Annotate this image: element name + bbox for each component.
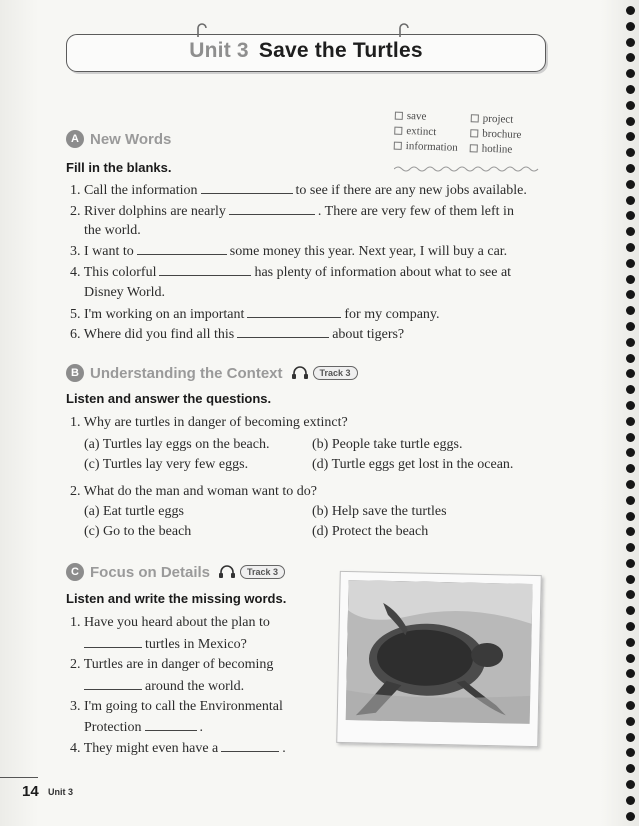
spiral-ring [626, 496, 635, 505]
spiral-ring [626, 669, 635, 678]
spiral-ring [626, 369, 635, 378]
exercise-line: turtles in Mexico? [84, 635, 247, 654]
spiral-ring [626, 590, 635, 599]
spiral-ring [626, 259, 635, 268]
exercise-line: the world. [84, 223, 141, 238]
exercise-line: 5. I'm working on an important for my company. [70, 307, 440, 322]
spiral-ring [626, 464, 635, 473]
spiral-ring [626, 69, 635, 78]
spiral-ring [626, 22, 635, 31]
instruction: Fill in the blanks. [66, 160, 172, 175]
page-number: 14 [22, 783, 39, 800]
instruction: Listen and answer the questions. [66, 391, 272, 406]
unit-label: Unit 3 [189, 39, 249, 62]
spiral-ring [626, 448, 635, 457]
spiral-ring [626, 685, 635, 694]
spiral-ring [626, 433, 635, 442]
spiral-ring [626, 164, 635, 173]
spiral-ring [626, 575, 635, 584]
spiral-ring [626, 417, 635, 426]
spiral-ring [626, 654, 635, 663]
exercise-line: Disney World. [84, 285, 166, 300]
section-badge: A [66, 130, 84, 148]
question: 1. Why are turtles in danger of becoming extinct? [70, 415, 348, 430]
spiral-ring [626, 38, 635, 47]
section-badge: B [66, 364, 84, 382]
spiral-ring [626, 764, 635, 773]
spiral-ring [626, 338, 635, 347]
spiral-ring [626, 559, 635, 568]
footer-rule [0, 777, 38, 778]
word-checkbox[interactable]: extinct [394, 125, 436, 138]
spiral-ring [626, 132, 635, 141]
answer-blank[interactable] [159, 263, 251, 276]
spiral-ring [626, 748, 635, 757]
word-checkbox[interactable]: project [471, 112, 514, 125]
section-heading-a [66, 130, 171, 148]
wavy-divider [394, 164, 539, 174]
spiral-ring [626, 243, 635, 252]
spiral-ring [626, 322, 635, 331]
question: 2. What do the man and woman want to do? [70, 484, 318, 499]
spiral-ring [626, 638, 635, 647]
exercise-line: 4. This colorful has plenty of information about what to see at [70, 265, 512, 280]
answer-blank[interactable] [84, 635, 142, 648]
answer-blank[interactable] [145, 718, 197, 731]
answer-option[interactable]: (a) Turtles lay eggs on the beach. [84, 437, 270, 452]
spiral-ring [626, 780, 635, 789]
section-title: New Words [90, 130, 172, 148]
spiral-ring [626, 290, 635, 299]
spiral-ring [626, 527, 635, 536]
spiral-ring [626, 85, 635, 94]
track-badge[interactable]: Track 3 [313, 366, 358, 380]
spiral-ring [626, 401, 635, 410]
spiral-ring [626, 211, 635, 220]
spiral-ring [626, 53, 635, 62]
word-checkbox[interactable]: brochure [470, 127, 521, 141]
spiral-ring [626, 717, 635, 726]
exercise-line: 3. I'm going to call the Environmental [70, 699, 283, 714]
turtle-image [346, 580, 533, 724]
spiral-ring [626, 148, 635, 157]
spiral-ring [626, 385, 635, 394]
section-heading-b [66, 364, 358, 382]
answer-option[interactable]: (b) Help save the turtles [312, 504, 447, 519]
answer-blank[interactable] [247, 305, 341, 318]
answer-blank[interactable] [137, 242, 227, 255]
turtle-photo [336, 571, 542, 747]
spiral-ring [626, 117, 635, 126]
exercise-line: 2. River dolphins are nearly . There are very few of them left in [70, 204, 514, 219]
spiral-ring [626, 180, 635, 189]
exercise-line: 2. Turtles are in danger of becoming [70, 657, 274, 672]
spiral-ring [626, 812, 635, 821]
word-checkbox[interactable]: information [394, 140, 458, 154]
answer-option[interactable]: (c) Turtles lay very few eggs. [84, 457, 249, 472]
spiral-ring [626, 227, 635, 236]
section-badge: C [66, 563, 84, 581]
track-badge[interactable]: Track 3 [240, 565, 285, 579]
exercise-line: 6. Where did you find all this about tigers? [70, 327, 405, 342]
answer-option[interactable]: (c) Go to the beach [84, 524, 192, 539]
answer-blank[interactable] [221, 739, 279, 752]
exercise-line: 4. They might even have a . [70, 741, 286, 756]
spiral-ring [626, 796, 635, 805]
answer-option[interactable]: (a) Eat turtle eggs [84, 504, 184, 519]
spiral-ring [626, 275, 635, 284]
spiral-ring [626, 543, 635, 552]
word-checkbox[interactable]: hotline [470, 142, 513, 155]
spiral-ring [626, 606, 635, 615]
headphones-icon [218, 565, 236, 579]
answer-option[interactable]: (d) Protect the beach [312, 524, 429, 539]
spiral-ring [626, 196, 635, 205]
exercise-line: 3. I want to some money this year. Next year, I will buy a car. [70, 244, 508, 259]
spiral-ring [626, 6, 635, 15]
answer-option[interactable]: (b) People take turtle eggs. [312, 437, 463, 452]
instruction: Listen and write the missing words. [66, 591, 287, 606]
spiral-ring [626, 733, 635, 742]
ring-hook-icon [195, 21, 209, 39]
answer-blank[interactable] [201, 181, 293, 194]
headphones-icon [291, 366, 309, 380]
footer-unit: Unit 3 [48, 787, 74, 797]
exercise-line: Protection . [84, 720, 204, 735]
spiral-binding [624, 6, 636, 821]
word-checkbox[interactable]: save [395, 110, 427, 123]
spiral-ring [626, 512, 635, 521]
unit-title: Save the Turtles [258, 39, 423, 62]
answer-blank[interactable] [84, 677, 142, 690]
exercise-line: around the world. [84, 677, 244, 696]
section-title: Focus on Details [90, 563, 211, 581]
title-banner [66, 34, 546, 72]
answer-blank[interactable] [229, 202, 315, 215]
page-title [67, 39, 545, 63]
section-heading-c [66, 563, 285, 581]
spiral-ring [626, 306, 635, 315]
section-title: Understanding the Context [90, 364, 283, 382]
spiral-ring [626, 101, 635, 110]
spiral-ring [626, 701, 635, 710]
spiral-ring [626, 354, 635, 363]
exercise-line: 1. Call the information to see if there are any new jobs available. [70, 183, 527, 198]
answer-blank[interactable] [237, 325, 329, 338]
exercise-line: 1. Have you heard about the plan to [70, 615, 270, 630]
spiral-ring [626, 622, 635, 631]
ring-hook-icon [397, 21, 411, 39]
answer-option[interactable]: (d) Turtle eggs get lost in the ocean. [312, 457, 514, 472]
spiral-ring [626, 480, 635, 489]
